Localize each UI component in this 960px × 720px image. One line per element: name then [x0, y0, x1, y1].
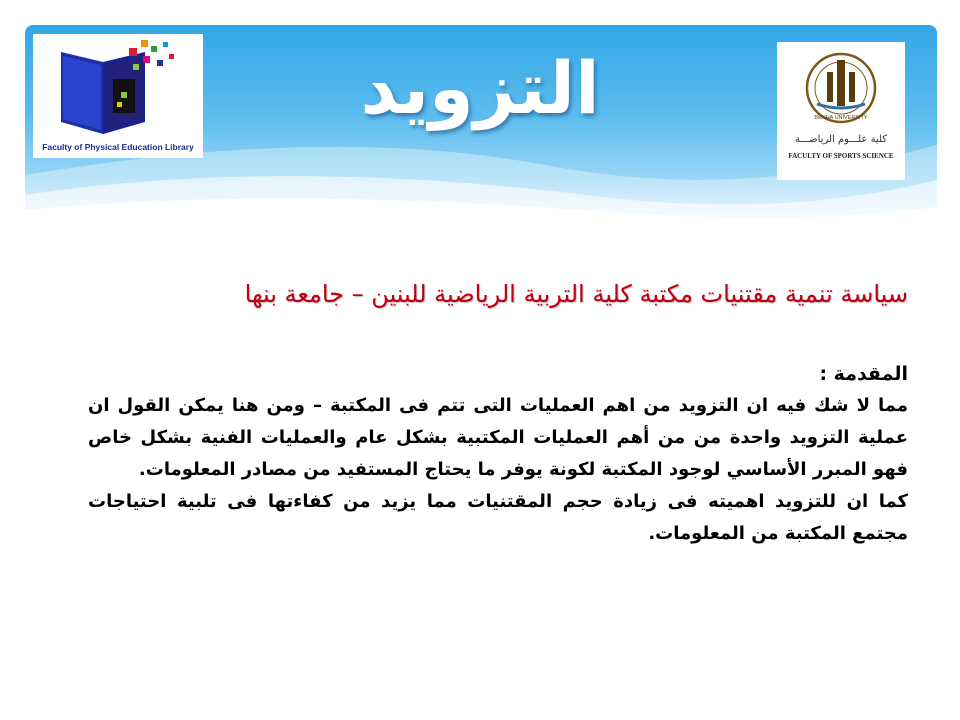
- page-title: التزويد: [360, 46, 600, 130]
- faculty-arabic-caption: كلية علـــوم الرياضـــة: [794, 134, 888, 145]
- library-logo-caption: Faculty of Physical Education Library: [42, 142, 194, 152]
- policy-subtitle: سياسة تنمية مقتنيات مكتبة كلية التربية الرياضية للبنين – جامعة بنها: [244, 280, 908, 308]
- university-name-text: BENHA UNIVERSITY: [814, 115, 868, 121]
- intro-paragraph-1: مما لا شك فيه ان التزويد من اهم العمليات التى تتم فى المكتبة – ومن هنا يمكن القول ان عملية التزويد واحدة من من أهم العمليات المكتبية بشكل عام والعمليات الفنية بشكل خاص فهو المبرر الأساسي لوجود المكتبة لكونة يوفر ما يحتاج المستفيد من مصادر المعلومات.: [88, 395, 908, 480]
- library-logo: [33, 34, 203, 158]
- university-emblem-icon: [777, 42, 905, 180]
- intro-paragraph-2: كما ان للتزويد اهميته فى زيادة حجم المقتنيات مما يزيد من كفاءتها فى تلبية احتياجات مجتمع المكتبة من المعلومات.: [88, 491, 908, 544]
- book-logo-icon: [33, 34, 203, 144]
- faculty-english-caption: FACULTY OF SPORTS SCIENCE: [788, 152, 894, 160]
- intro-heading: المقدمة :: [819, 363, 908, 385]
- content-body: [88, 358, 908, 550]
- faculty-logo: [777, 42, 905, 180]
